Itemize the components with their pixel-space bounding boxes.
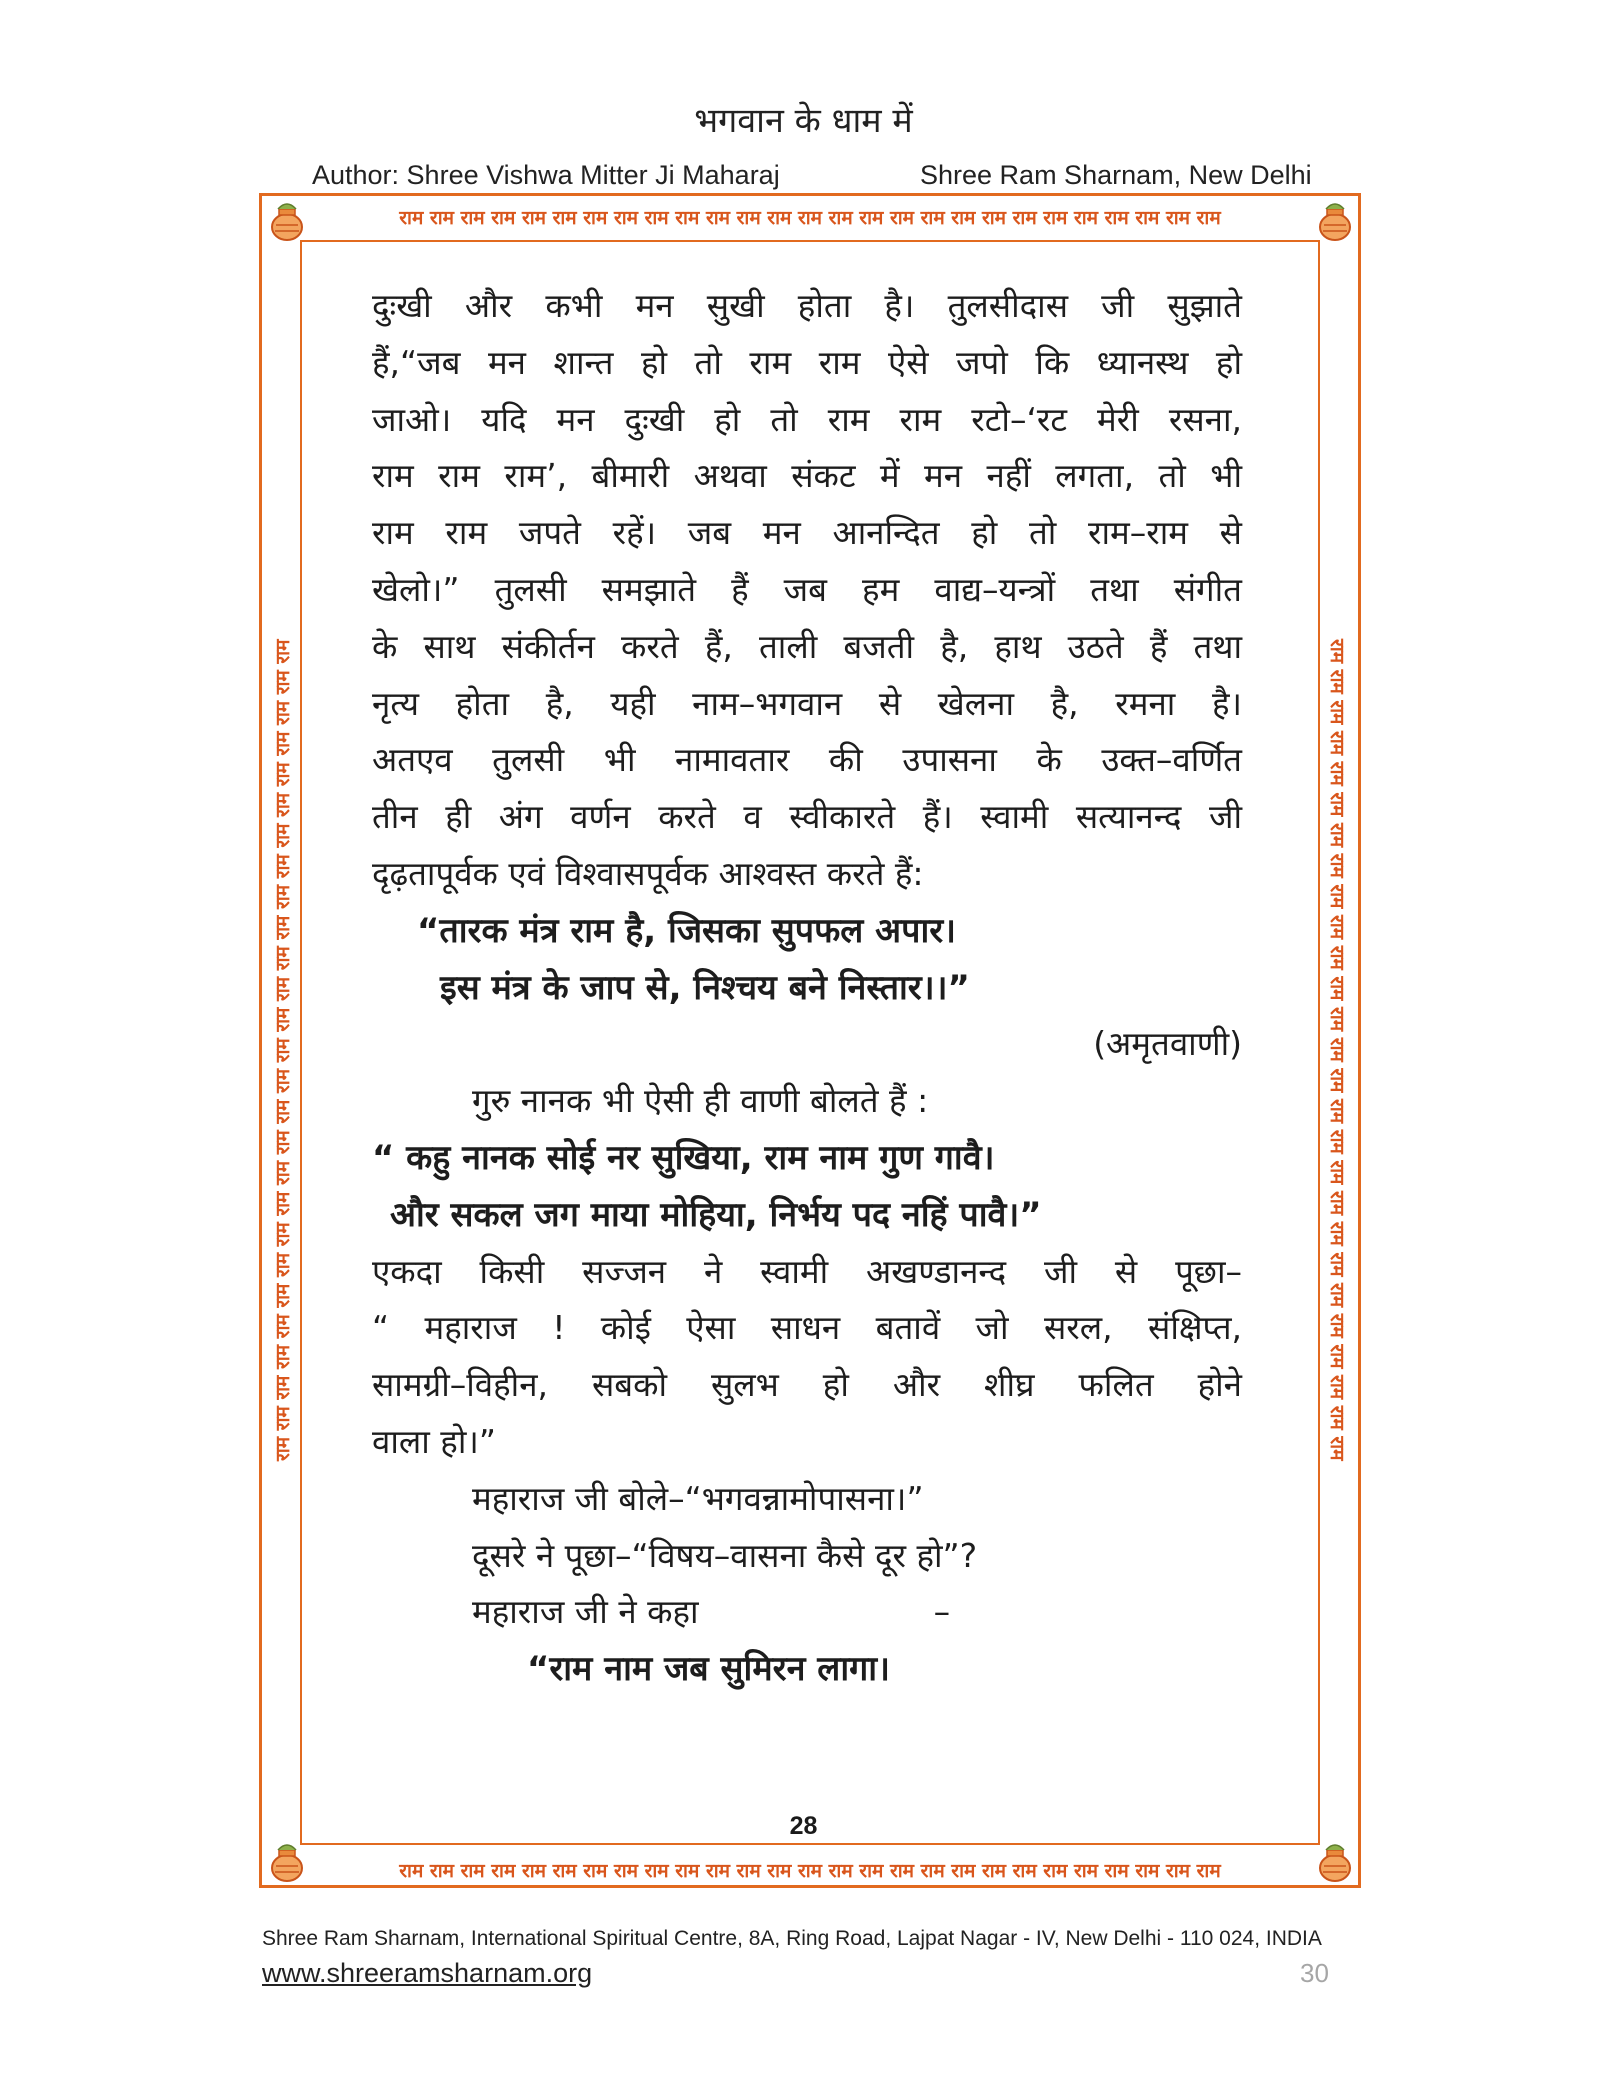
body-line: जाओ। यदि मन दुःखी हो तो राम राम रटो–‘रट मेरी रसना,	[372, 399, 1242, 439]
border-ram-right	[1320, 270, 1354, 1830]
body-line: दृढ़तापूर्वक एवं विश्वासपूर्वक आश्वस्त करते हैं:	[372, 853, 924, 893]
body-line: गुरु नानक भी ऐसी ही वाणी बोलते हैं :	[472, 1081, 929, 1121]
kalash-icon	[1312, 199, 1358, 245]
page-number: 28	[789, 1812, 818, 1840]
body-line: नृत्य होता है, यही नाम–भगवान से खेलना है, रमना है।	[372, 683, 1242, 723]
author-line: Author: Shree Vishwa Mitter Ji Maharaj	[312, 160, 780, 190]
border-ram-bottom: राम राम राम राम राम राम राम राम राम राम राम राम राम राम राम राम राम राम राम राम राम राम राम राम राम राम राम	[399, 1860, 1221, 1882]
body-line: तीन ही अंग वर्णन करते व स्वीकारते हैं। स्वामी सत्यानन्द जी	[372, 797, 1242, 837]
body-line: एकदा किसी सज्जन ने स्वामी अखण्डानन्द जी से पूछा–	[372, 1251, 1242, 1291]
body-line: राम राम राम’, बीमारी अथवा संकट में मन नहीं लगता, तो भी	[372, 456, 1242, 496]
page-body	[372, 278, 1242, 1698]
body-line	[372, 1584, 1242, 1641]
quote-line: और सकल जग माया मोहिया, निर्भय पद नहिं पावै।”	[390, 1194, 1042, 1235]
body-line: राम राम जपते रहें। जब मन आनन्दित हो तो राम–राम से	[372, 513, 1242, 553]
body-line: दूसरे ने पूछा–“विषय–वासना कैसे दूर हो”?	[472, 1535, 978, 1575]
quote-line: “ कहु नानक सोई नर सुखिया, राम नाम गुण गावै।	[372, 1137, 995, 1178]
body-line: के साथ संकीर्तन करते हैं, ताली बजती है, हाथ उठते हैं तथा	[372, 626, 1242, 666]
body-line: दुःखी और कभी मन सुखी होता है। तुलसीदास जी सुझाते	[372, 286, 1242, 325]
footer-address: Shree Ram Sharnam, International Spiritual Centre, 8A, Ring Road, Lajpat Nagar - IV, New Delhi - 110 024, INDIA	[262, 1927, 1322, 1950]
quote-source: (अमृतवाणी)	[1093, 1024, 1242, 1064]
pdf-page-number: 30	[1300, 1958, 1329, 1988]
border-ram-right-text: राम राम राम राम राम राम राम राम राम राम राम राम राम राम राम राम राम राम राम राम राम राम राम राम राम राम राम	[1326, 639, 1348, 1461]
body-line: अतएव तुलसी भी नामावतार की उपासना के उक्त–वर्णित	[372, 740, 1242, 780]
border-ram-left	[266, 270, 300, 1830]
body-line: हैं,“जब मन शान्त हो तो राम राम ऐसे जपो कि ध्यानस्थ हो	[372, 342, 1242, 382]
quote-line: “राम नाम जब सुमिरन लागा।	[527, 1649, 890, 1690]
footer-website-link[interactable]: www.shreeramsharnam.org	[262, 1958, 593, 1988]
border-ram-top: राम राम राम राम राम राम राम राम राम राम राम राम राम राम राम राम राम राम राम राम राम राम राम राम राम राम राम	[399, 207, 1221, 229]
kalash-icon	[264, 199, 310, 245]
dialog-text: महाराज जी ने कहा	[472, 1592, 699, 1632]
organization-line: Shree Ram Sharnam, New Delhi	[920, 160, 1312, 190]
kalash-icon	[264, 1840, 310, 1886]
dialog-dash: –	[933, 1592, 951, 1632]
quote-line: “तारक मंत्र राम है, जिसका सुपफल अपार।	[417, 910, 957, 951]
quote-line: इस मंत्र के जाप से, निश्चय बने निस्तार।।”	[440, 967, 970, 1008]
body-line: सामग्री–विहीन, सबको सुलभ हो और शीघ्र फलित होने	[372, 1365, 1242, 1405]
body-line: वाला हो।”	[372, 1421, 496, 1461]
border-ram-left-text: राम राम राम राम राम राम राम राम राम राम राम राम राम राम राम राम राम राम राम राम राम राम राम राम राम राम राम	[272, 639, 294, 1461]
body-line: “ महाराज ! कोई ऐसा साधन बतावें जो सरल, संक्षिप्त,	[372, 1308, 1242, 1348]
kalash-icon	[1312, 1840, 1358, 1886]
body-line: महाराज जी बोले–“भगवन्नामोपासना।”	[472, 1478, 924, 1518]
book-title: भगवान के धाम में	[694, 101, 913, 141]
body-line: खेलो।” तुलसी समझाते हैं जब हम वाद्य–यन्त्रों तथा संगीत	[372, 569, 1242, 609]
